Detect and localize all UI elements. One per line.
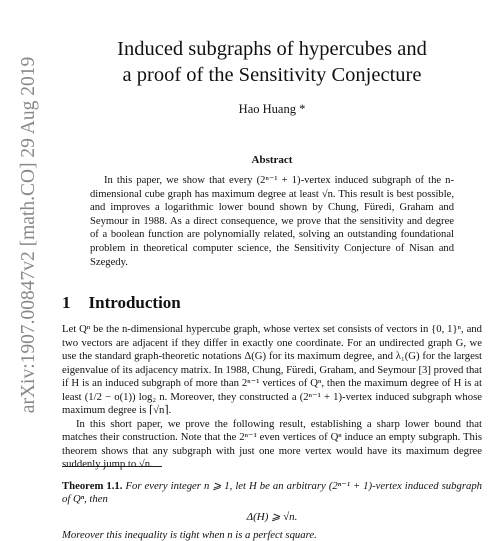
paper-title	[62, 36, 482, 88]
arxiv-identifier-sidebar	[18, 20, 40, 450]
section-heading	[62, 293, 482, 313]
abstract-text: In this paper, we show that every (2ⁿ⁻¹ + 1)-vertex induced subgraph of the n-dimensional cube graph has maximum degree at least √n. This result is best possible, and improves a logarithmic lower bound shown by Chung, Füredi, Graham and Seymour in 1988. As a direct consequence, we prove that the sensitivity and degree of a boolean function are polynomially related, solving an outstanding foundational problem in theoretical computer science, the Sensitivity Conjecture of Nisan and Szegedy.	[90, 175, 454, 268]
paper-page	[62, 0, 482, 541]
theorem-statement: For every integer n ⩾ 1, let H be an arbitrary (2ⁿ⁻¹ + 1)-vertex induced subgraph of Qⁿ, then	[62, 479, 483, 506]
section-title: Introduction	[88, 293, 181, 313]
arxiv-identifier: arXiv:1907.00847v2 [math.CO] 29 Aug 2019	[18, 56, 39, 414]
intro-paragraph-1: Let Qⁿ be the n-dimensional hypercube graph, whose vertex set consists of vectors in {0, 1}ⁿ, and two vectors are adjacent if they differ in exactly one coordinate. For an undirected graph G, we use the standard graph-theoretic notations Δ(G) for its maximum degree, and λ₁(G) for the largest eigenvalue of its adjacency matrix. In 1988, Chung, Füredi, Graham, and Seymour [3] proved that if H is an induced subgraph of more than 2ⁿ⁻¹ vertices of Qⁿ, then the maximum degree of H is at least (1/2 − o(1)) log₂ n. Moreover, they constructed a (2ⁿ⁻¹ + 1)-vertex induced subgraph whose maximum degree is ⌈√n⌉.	[62, 323, 482, 417]
theorem-block	[62, 480, 482, 507]
title-line-2: a proof of the Sensitivity Conjecture	[122, 64, 422, 86]
abstract-heading: Abstract	[251, 154, 293, 166]
footnote-rule	[62, 466, 162, 467]
theorem-label: Theorem 1.1.	[62, 479, 123, 492]
title-line-1: Induced subgraphs of hypercubes and	[117, 38, 427, 60]
author-name: Hao Huang *	[238, 102, 306, 116]
theorem-display-equation: Δ(H) ⩾ √n.	[246, 510, 298, 523]
intro-paragraph-2: In this short paper, we prove the following result, establishing a sharp lower bound that matches their construction. Note that the 2ⁿ⁻¹ even vertices of Qⁿ induce an empty subgraph. This theorem shows that any subgraph with just one more vertex would have its maximum degree suddenly jump to √n.	[62, 417, 482, 471]
theorem-remark: Moreover this inequality is tight when n is a perfect square.	[62, 528, 317, 541]
section-number: 1	[62, 293, 71, 313]
